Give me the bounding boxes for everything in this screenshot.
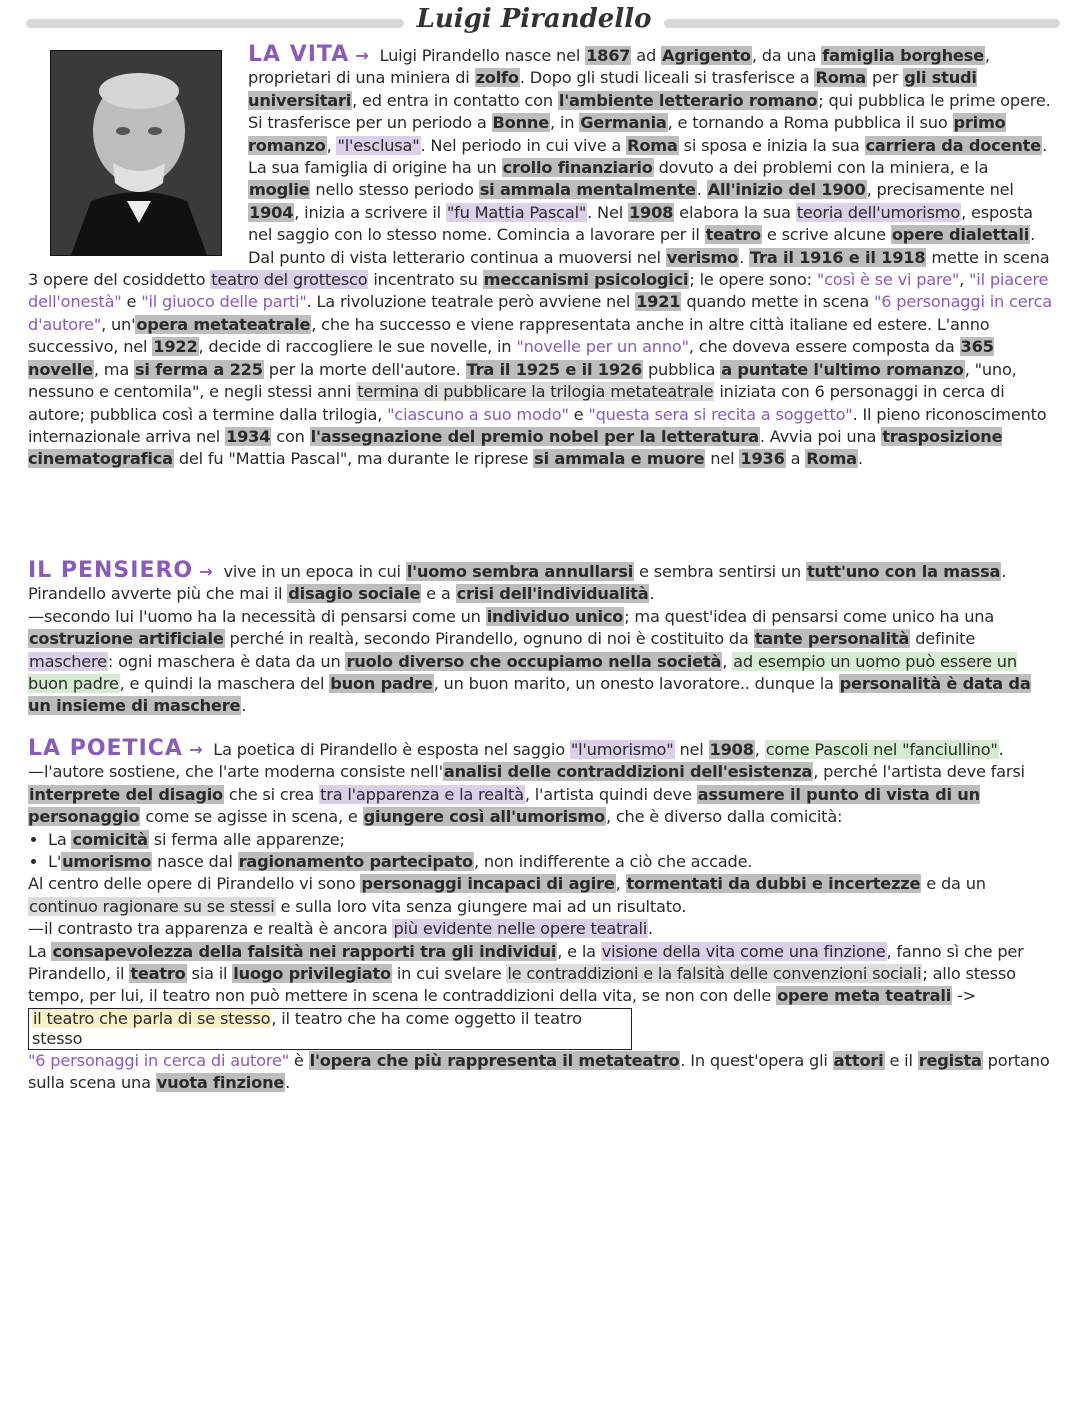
pensiero-paragraph (28, 606, 1054, 718)
text-run: per (867, 68, 904, 88)
highlighted-text: 1904 (249, 202, 294, 222)
highlighted-text: "il piacere dell'onestà" (28, 270, 1049, 312)
text-run: . (696, 180, 707, 200)
text-run: . (739, 247, 749, 267)
text-run: con (271, 426, 310, 446)
highlighted-text: teatro (705, 225, 761, 245)
text-run: . (285, 1073, 291, 1093)
poetica-paragraph (28, 941, 1054, 1050)
highlighted-text: Tra il 1925 e il 1926 (466, 359, 643, 379)
text-run: elabora la sua (674, 202, 796, 222)
highlighted-text: 1921 (636, 292, 681, 312)
text-run: , che ha successo e viene rappresentata anche in altre città italiane ed estere. L'anno successivo, nel (28, 314, 990, 357)
text-run: e a (421, 584, 456, 604)
text-run: , (326, 135, 337, 155)
text-run: , un buon marito, un onesto lavoratore.. dunque la (433, 674, 839, 694)
text-run: La (48, 829, 72, 849)
highlighted-text: "così è se vi pare" (816, 270, 960, 290)
highlighted-text: vuota finzione (156, 1073, 285, 1093)
highlighted-text: verismo (666, 247, 739, 267)
text-run: , decide di raccogliere le sue novelle, in (198, 337, 517, 357)
poetica-intro (213, 740, 1003, 759)
text-run: , (754, 740, 765, 759)
text-run: a (785, 449, 806, 469)
highlighted-text: Germania (580, 113, 667, 133)
arrow-icon: → (355, 46, 369, 65)
highlighted-text: 1936 (740, 449, 785, 469)
text-run: nel (705, 449, 740, 469)
boxed-definition (28, 1008, 632, 1050)
highlighted-text: si ferma a 225 (134, 359, 263, 379)
text-run: nasce dal (152, 852, 238, 872)
highlighted-text: Roma (806, 449, 857, 469)
highlighted-text: trasposizione cinematografica (28, 426, 1003, 469)
text-run: . La sua famiglia di origine ha un (248, 135, 1047, 178)
text-run: e scrive alcune (761, 225, 891, 245)
highlighted-text: regista (918, 1050, 982, 1070)
text-run: perché in realtà, secondo Pirandello, ognuno di noi è costituito da (224, 629, 754, 649)
text-run: —il contrasto tra apparenza e realtà è ancora (28, 919, 393, 939)
highlighted-text: luogo privilegiato (233, 964, 391, 984)
highlighted-text: buon padre (330, 674, 433, 694)
text-run: . Dal punto di vista letterario continua a muoversi nel (248, 225, 1036, 267)
text-run: , esposta nel saggio con lo stesso nome. Comincia a lavorare per il (248, 202, 1033, 245)
text-run: , e la (557, 941, 601, 961)
highlighted-text: famiglia borghese (822, 46, 984, 65)
arrow-icon: → (199, 562, 213, 581)
text-run: , che doveva essere composta da (688, 337, 960, 357)
highlighted-text: il teatro che parla di se stesso (33, 1008, 271, 1028)
text-run: e sulla loro vita senza giungere mai ad un risultato. (275, 896, 687, 916)
text-run: , da una (751, 46, 822, 65)
text-run: iniziata con 6 personaggi in cerca di autore; pubblica così a termine dalla trilogia, (28, 382, 1005, 424)
highlighted-text: carriera da docente (865, 135, 1041, 155)
text-run: , ma (93, 359, 134, 379)
poetica-bullet-list (28, 829, 1054, 874)
highlighted-text: l'uomo sembra annullarsi (406, 562, 634, 581)
text-run: La poetica di Pirandello è esposta nel saggio (213, 740, 570, 759)
highlighted-text: Roma (815, 68, 867, 88)
text-run: , che è diverso dalla comicità: (605, 807, 843, 827)
title-row (26, 4, 1060, 38)
highlighted-text: termina di pubblicare la trilogia metateatrale (357, 382, 714, 402)
text-run: . (857, 449, 863, 469)
highlighted-text: "novelle per un anno" (516, 337, 689, 357)
highlighted-text: tutt'uno con la massa (807, 562, 1001, 581)
section-poetica (28, 738, 1054, 1095)
highlighted-text: a puntate l'ultimo romanzo (721, 359, 964, 379)
text-run: . (998, 740, 1004, 759)
highlighted-text: "ciascuno a suo modo" (387, 404, 569, 424)
title-rule-left (26, 19, 404, 28)
highlighted-text: moglie (249, 180, 310, 200)
poetica-paragraph-text (28, 942, 1024, 1006)
text-run: pubblica (643, 359, 721, 379)
text-run: e (568, 404, 589, 424)
text-run: , (615, 874, 626, 894)
text-run: del fu "Mattia Pascal", ma durante le riprese (173, 449, 534, 469)
highlighted-text: zolfo (475, 68, 519, 88)
highlighted-text: più evidente nelle opere teatrali (393, 919, 648, 939)
highlighted-text: 365 novelle (28, 337, 994, 379)
text-run: e da un (921, 874, 986, 894)
text-run: , e tornando a Roma pubblica il suo (667, 113, 953, 133)
highlighted-text: l'ambiente letterario romano (558, 90, 818, 110)
text-run: , fanno sì che per Pirandello, il (28, 941, 1024, 984)
poetica-paragraph (28, 1050, 1054, 1095)
text-run: L' (48, 852, 62, 872)
portrait-photo (50, 50, 222, 256)
highlighted-text: consapevolezza della falsità nei rapporti tra gli individui (52, 941, 557, 961)
highlighted-text: "l'esclusa" (337, 135, 420, 155)
text-run: nel (674, 740, 709, 759)
highlighted-text: Bonne (492, 113, 550, 133)
highlighted-text: l'assegnazione del premio nobel per la letteratura (310, 426, 759, 446)
text-run: , (722, 651, 733, 671)
text-run: , il teatro che ha come oggetto il teatro stesso (32, 1008, 582, 1048)
text-run: , un' (101, 314, 136, 334)
text-run: . In quest'opera gli (680, 1050, 833, 1070)
text-run: . (649, 584, 655, 604)
vita-heading: LA VITA (248, 42, 350, 67)
highlighted-text: "l'umorismo" (570, 740, 674, 759)
text-run: , e quindi la maschera del (119, 674, 330, 694)
highlighted-text: maschere (29, 651, 107, 671)
text-run: , "uno, nessuno e centomila", e negli stessi anni (28, 359, 1017, 402)
highlighted-text: ruolo diverso che occupiamo nella società (346, 651, 722, 671)
highlighted-text: interprete del disagio (29, 784, 223, 804)
text-run: e (121, 292, 142, 312)
highlighted-text: gli studi universitari (248, 68, 977, 110)
text-run: in cui svelare (391, 964, 507, 984)
highlighted-text: 1922 (153, 337, 198, 357)
text-run: —secondo lui l'uomo ha la necessità di pensarsi come un (28, 606, 486, 626)
text-run: , inizia a scrivere il (294, 202, 446, 222)
highlighted-text: Agrigento (662, 46, 751, 65)
highlighted-text: teatro del grottesco (211, 270, 368, 290)
highlighted-text: l'opera che più rappresenta il metateatro (309, 1050, 680, 1070)
highlighted-text: visione della vita come una finzione (601, 941, 886, 961)
highlighted-text: si ammala mentalmente (479, 180, 696, 200)
highlighted-text: Tra il 1916 e il 1918 (749, 247, 926, 267)
highlighted-text: tante personalità (754, 629, 910, 649)
highlighted-text: opere dialettali (891, 225, 1030, 245)
list-item (48, 829, 1054, 851)
highlighted-text: comicità (72, 829, 148, 849)
highlighted-text: "6 personaggi in cerca di autore" (28, 1050, 289, 1070)
highlighted-text: crollo finanziario (502, 158, 653, 178)
text-run: Al centro delle opere di Pirandello vi sono (28, 874, 361, 894)
text-run: definite (910, 629, 976, 649)
text-run: sia il (186, 964, 233, 984)
text-run: . Pirandello avverte più che mai il (28, 562, 1007, 604)
text-run: si ferma alle apparenze; (148, 829, 345, 849)
list-item (48, 851, 1054, 873)
text-run: e il (884, 1050, 918, 1070)
text-run: , proprietari di una miniera di (248, 46, 990, 88)
highlighted-text: ad esempio un uomo può essere un buon padre (28, 651, 1017, 694)
arrow-icon: → (188, 740, 203, 759)
section-vita (28, 44, 1054, 471)
highlighted-text: attori (833, 1050, 884, 1070)
text-run: , in (550, 113, 580, 133)
text-run: e sembra sentirsi un (634, 562, 806, 581)
highlighted-text: analisi delle contraddizioni dell'esistenza (443, 762, 813, 782)
text-run: , non indifferente a ciò che accade. (473, 852, 753, 872)
text-run: mette in scena 3 opere del cosiddetto (28, 247, 1050, 290)
highlighted-text: primo romanzo (248, 113, 1006, 155)
highlighted-text: ragionamento partecipato (238, 852, 473, 872)
highlighted-text: opera metateatrale (136, 314, 311, 334)
highlighted-text: 1908 (628, 202, 674, 222)
text-run: quando mette in scena (681, 292, 875, 312)
text-run: . La rivoluzione teatrale però avviene nel (306, 292, 636, 312)
page-title: Luigi Pirandello (416, 4, 652, 34)
text-run: , precisamente nel (866, 180, 1014, 200)
text-run: è (288, 1050, 309, 1070)
title-rule-right (664, 19, 1060, 28)
highlighted-text: giungere così all'umorismo (363, 807, 605, 827)
text-run: si sposa e inizia la sua (678, 135, 865, 155)
text-run: . Il pieno riconoscimento internazionale arriva nel (28, 404, 1047, 446)
highlighted-text: le contraddizioni e la falsità delle convenzioni sociali (507, 964, 922, 984)
text-run: , ed entra in contatto con (352, 90, 558, 110)
text-run: ; le opere sono: (689, 270, 817, 290)
poetica-paragraph (28, 873, 1054, 918)
highlighted-text: "fu Mattia Pascal" (446, 202, 587, 222)
text-run: ; ma quest'idea di pensarsi come unico ha una (624, 606, 995, 626)
highlighted-text: "il giuoco delle parti" (141, 292, 307, 312)
text-run: La (28, 941, 52, 961)
highlighted-text: personaggi incapaci di agire (361, 874, 615, 894)
text-run: . (648, 919, 653, 939)
portrait-image (51, 51, 221, 255)
text-run: come se agisse in scena, e (140, 807, 363, 827)
text-run: , (959, 270, 970, 290)
highlighted-text: opere meta teatrali (777, 986, 952, 1006)
text-run: —l'autore sostiene, che l'arte moderna consiste nell' (28, 762, 443, 782)
highlighted-text: costruzione artificiale (29, 629, 224, 649)
text-run: portano sulla scena una (28, 1050, 1050, 1093)
poetica-heading: LA POETICA (28, 736, 183, 761)
text-run: . Dopo gli studi liceali si trasferisce a (519, 68, 815, 88)
highlighted-text: disagio sociale (288, 584, 421, 604)
text-run: . (241, 696, 247, 716)
highlighted-text: individuo unico (486, 606, 624, 626)
text-run: vive in un epoca in cui (223, 562, 406, 581)
highlighted-text: 1934 (226, 426, 271, 446)
text-run: . Nel (587, 202, 628, 222)
highlighted-text: "6 personaggi in cerca d'autore" (28, 292, 1052, 334)
text-run: . Avvia poi una (759, 426, 882, 446)
highlighted-text: Roma (627, 135, 678, 155)
highlighted-text: come Pascoli nel "fanciullino" (765, 740, 998, 759)
highlighted-text: teatro (130, 964, 186, 984)
text-run: , perché l'artista deve farsi (813, 762, 1025, 782)
highlighted-text: teoria dell'umorismo (796, 202, 961, 222)
text-run: : ogni maschera è data da un (107, 651, 346, 671)
text-run: nello stesso periodo (310, 180, 479, 200)
text-run: che si crea (223, 784, 320, 804)
highlighted-text: 1867 (586, 46, 631, 65)
text-run: ; allo stesso tempo, per lui, il teatro non può mettere in scena le contraddizioni della vita, se non con delle (28, 964, 1016, 1006)
highlighted-text: All'inizio del 1900 (707, 180, 866, 200)
poetica-paragraph (28, 918, 1054, 940)
highlighted-text: personalità è data da un insieme di maschere (28, 674, 1031, 716)
text-run: dovuto a dei problemi con la miniera, e la (653, 158, 989, 178)
highlighted-text: continuo ragionare su se stessi (29, 896, 275, 916)
highlighted-text: tormentati da dubbi e incertezze (626, 874, 921, 894)
text-run: ; qui pubblica le prime opere. Si trasferisce per un periodo a (248, 90, 1051, 133)
text-run: -> (952, 986, 977, 1006)
highlighted-text: meccanismi psicologici (483, 270, 689, 290)
highlighted-text: si ammala e muore (534, 449, 705, 469)
text-run: Luigi Pirandello nasce nel (379, 46, 586, 65)
highlighted-text: crisi dell'individualità (456, 584, 649, 604)
poetica-paragraph (28, 761, 1054, 828)
highlighted-text: tra l'apparenza e la realtà (320, 784, 524, 804)
text-run: incentrato su (368, 270, 483, 290)
text-run: . Nel periodo in cui vive a (420, 135, 627, 155)
text-run: per la morte dell'autore. (263, 359, 466, 379)
section-pensiero (28, 560, 1054, 718)
highlighted-text: umorismo (62, 852, 152, 872)
text-run: ad (631, 46, 662, 65)
highlighted-text: "questa sera si recita a soggetto" (588, 404, 853, 424)
text-run: , l'artista quindi deve (524, 784, 697, 804)
pensiero-heading: IL PENSIERO (28, 558, 194, 583)
highlighted-text: 1908 (709, 740, 754, 759)
highlighted-text: assumere il punto di vista di un personaggio (28, 784, 980, 827)
